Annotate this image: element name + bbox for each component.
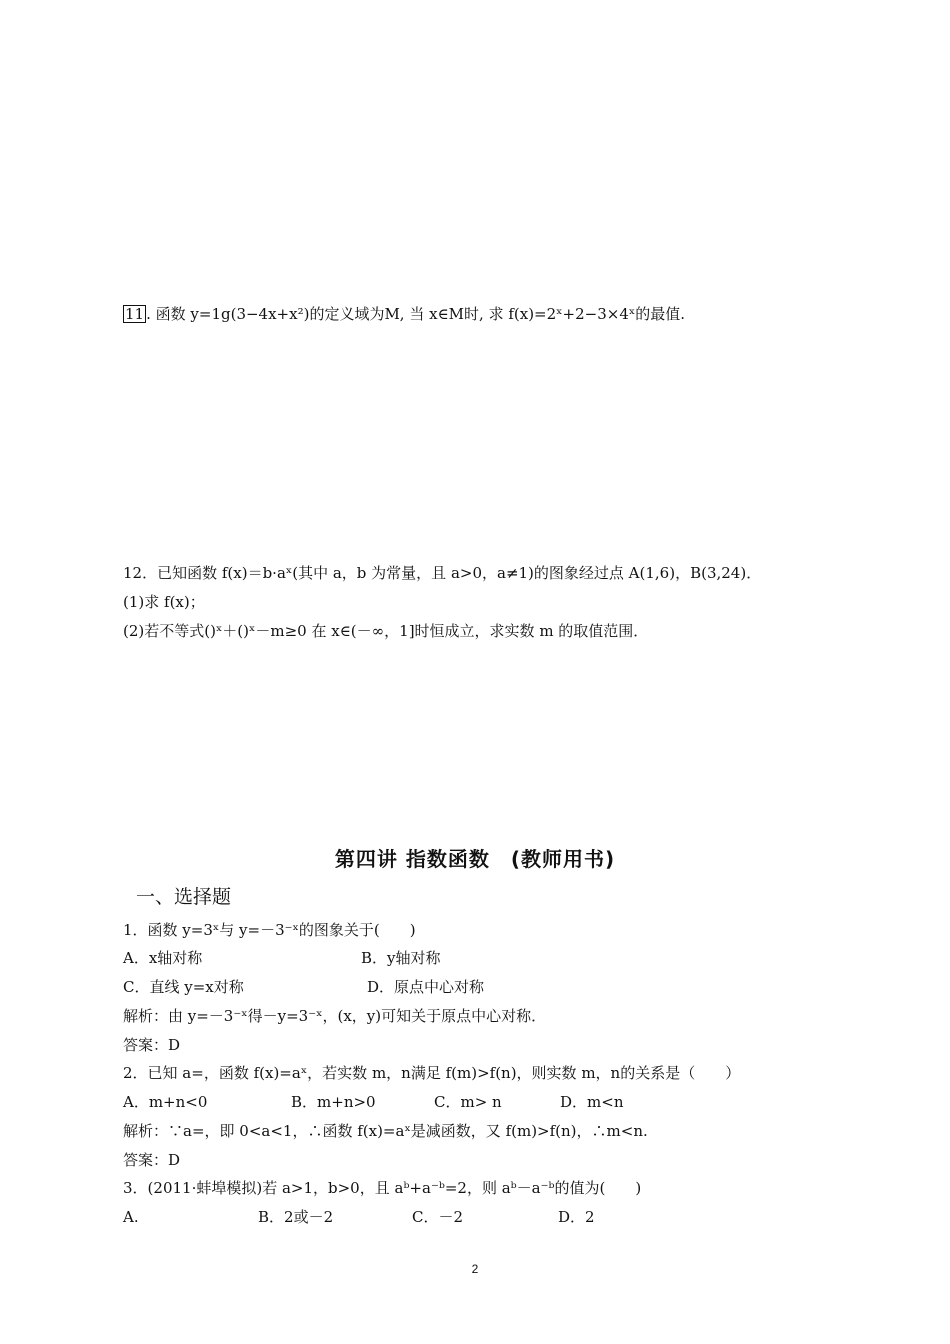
problem-1-options-cd — [123, 977, 484, 997]
option-d: D．原点中心对称 — [367, 978, 485, 996]
problem-1-question: 1．函数 y=3ˣ与 y=－3⁻ˣ的图象关于( ) — [123, 921, 416, 939]
problem-2-analysis: 解析：∵a=，即 0<a<1，∴函数 f(x)=aˣ是减函数，又 f(m)>f(n)，∴m<n. — [123, 1122, 648, 1140]
option-b: B．2或－2 — [258, 1208, 334, 1226]
option-b: B．m+n>0 — [291, 1093, 376, 1111]
problem-1-answer: 答案：D — [123, 1036, 181, 1054]
problem-1-analysis: 解析：由 y=－3⁻ˣ得－y=3⁻ˣ，(x，y)可知关于原点中心对称． — [123, 1007, 547, 1025]
question-12-part2: (2)若不等式()ˣ＋()ˣ－m≥0 在 x∈(－∞，1]时恒成立，求实数 m 的取值范围． — [123, 622, 649, 640]
option-d: D．m<n — [560, 1093, 624, 1111]
option-a: A．m+n<0 — [123, 1093, 208, 1111]
question-number-box: 11 — [125, 305, 145, 323]
section-heading: 一、选择题 — [136, 886, 232, 908]
problem-2-answer: 答案：D — [123, 1151, 181, 1169]
option-a: A. — [123, 1208, 139, 1226]
option-d: D．2 — [558, 1208, 595, 1226]
page-number: 2 — [471, 1262, 479, 1276]
problem-3-options — [123, 1207, 595, 1227]
question-12: 12．已知函数 f(x)＝b·aˣ(其中 a，b 为常量，且 a>0，a≠1)的图象经过点 A(1,6)，B(3,24)． — [123, 564, 762, 582]
question-12-part1: (1)求 f(x)； — [123, 593, 205, 611]
option-a: A．x轴对称 — [123, 949, 203, 967]
question-11 — [123, 304, 685, 324]
problem-1-options-ab — [123, 948, 441, 968]
option-c: C．m> n — [434, 1093, 502, 1111]
option-b: B．y轴对称 — [361, 949, 441, 967]
problem-3-question: 3．(2011·蚌埠模拟)若 a>1，b>0，且 aᵇ+a⁻ᵇ=2，则 aᵇ－a⁻ᵇ的值为( ) — [123, 1179, 642, 1197]
option-c: C．直线 y=x对称 — [123, 978, 244, 996]
problem-2-options — [123, 1092, 623, 1112]
lecture-title: 第四讲 指数函数 (教师用书) — [334, 847, 616, 871]
question-11-text: . 函数 y=1g(3−4x+x²)的定义域为M, 当 x∈M时, 求 f(x)=2ˣ+2−3×4ˣ的最值. — [146, 305, 685, 323]
problem-2-question: 2．已知 a=，函数 f(x)=aˣ，若实数 m，n满足 f(m)>f(n)，则实数 m，n的关系是（ ） — [123, 1064, 741, 1082]
option-c: C．－2 — [412, 1208, 464, 1226]
